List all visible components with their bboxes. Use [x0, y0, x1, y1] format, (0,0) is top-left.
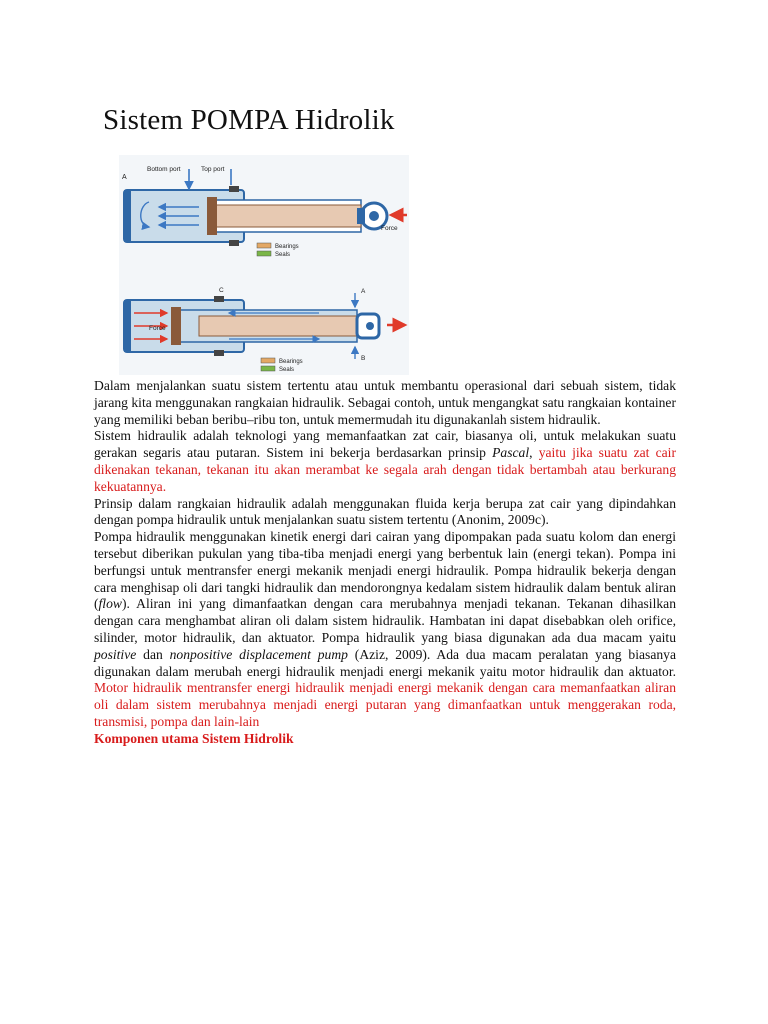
section-heading-components: Komponen utama Sistem Hidrolik: [94, 730, 294, 746]
term-nonpositive: nonpositive displacement pump: [169, 646, 348, 662]
motor-highlight: Motor hidraulik mentransfer energi hidraulik menjadi energi mekanik dengan cara memanfaatkan aliran oli dalam sistem merubahnya menjadi energi putaran yang dimanfaatkan untuk menggerakan roda, transmisi, pompa dan lain-lain: [94, 680, 676, 729]
paragraph-intro: Dalam menjalankan suatu sistem tertentu atau untuk membantu operasional dari sebuah sistem, tidak jarang kita menggunakan rangkaian hidraulik. Sebagai contoh, untuk mengangkat satu rangkaian kontainer yang memiliki beban beribu–ribu ton, untuk memermudah itu digunakanlah sistem hidraulik.: [94, 378, 676, 427]
paragraph-definition-comma: ,: [529, 445, 533, 461]
legend-seals-bottom: Seals: [279, 367, 295, 373]
label-c: C: [219, 287, 224, 294]
paragraph-pump-text-b: ). Aliran ini yang dimanfaatkan dengan cara merubahnya menjadi tekanan. Tekanan dihasilkan dengan cara menghambat aliran oli dalam sistem hidraulik. Hambatan ini dapat disebabkan oleh orifice, silinder, motor hidraulik, dan aktuator. Pompa hidraulik yang biasa digunakan ada dua macam yaitu: [94, 596, 676, 645]
label-b: B: [361, 355, 366, 362]
label-top-port: Top port: [201, 166, 225, 173]
paragraph-principle: Prinsip dalam rangkaian hidraulik adalah menggunakan fluida kerja berupa zat cair yang dipindahkan dengan pompa hidraulik untuk menjalankan suatu sistem tertentu (Anonim, 2009c).: [94, 495, 676, 528]
page-title: Sistem POMPA Hidrolik: [103, 104, 395, 136]
term-pascal: Pascal: [492, 445, 530, 461]
label-bottom-port: Bottom port: [147, 166, 181, 173]
legend-seals-top: Seals: [275, 252, 291, 258]
pascal-principle-highlight: yaitu jika suatu zat cair dikenakan tekanan, tekanan itu akan merambat ke segala arah dengan tidak bertambah atau berkurang kekuatannya.: [94, 445, 676, 494]
paragraph-definition-text: Sistem hidraulik adalah teknologi yang memanfaatkan zat cair, biasanya oli, untuk melakukan suatu gerakan segaris atau putaran. Sistem ini bekerja berdasarkan prinsip: [94, 428, 676, 461]
paragraph-pump-text-c: dan: [136, 646, 170, 662]
document-body: [94, 378, 676, 748]
label-force-bottom: Force: [149, 325, 166, 332]
legend-bearings-top: Bearings: [275, 244, 299, 250]
paragraph-definition: [94, 428, 676, 495]
legend-bearings-bottom: Bearings: [279, 359, 303, 365]
paragraph-pump-text-d: (Aziz, 2009). Ada dua macam peralatan yang biasanya digunakan dalam merubah energi hidraulik menjadi energi mekanik yaitu motor hidraulik dan aktuator.: [94, 646, 676, 679]
hydraulic-cylinder-diagram: [119, 155, 409, 375]
term-positive: positive: [94, 646, 137, 662]
paragraph-pump: [94, 529, 676, 731]
label-a-bottom: A: [361, 288, 366, 295]
label-force-top: Force: [381, 225, 398, 232]
paragraph-pump-text-a: Pompa hidraulik menggunakan kinetik energi dari cairan yang dipompakan pada suatu kolom dan energi tersebut diberikan pukulan yang tiba-tiba menjadi energi yang berbentuk lain (energi tekan). Pompa ini berfungsi untuk mentransfer energi mekanik menjadi energi hidraulik. Pompa hidraulik bekerja dengan cara menghisap oli dari tangki hidraulik dan mendorongnya kedalam sistem hidraulik dalam bentuk aliran (: [94, 529, 676, 612]
term-flow: flow: [98, 596, 122, 612]
label-a-top: A: [122, 174, 127, 181]
